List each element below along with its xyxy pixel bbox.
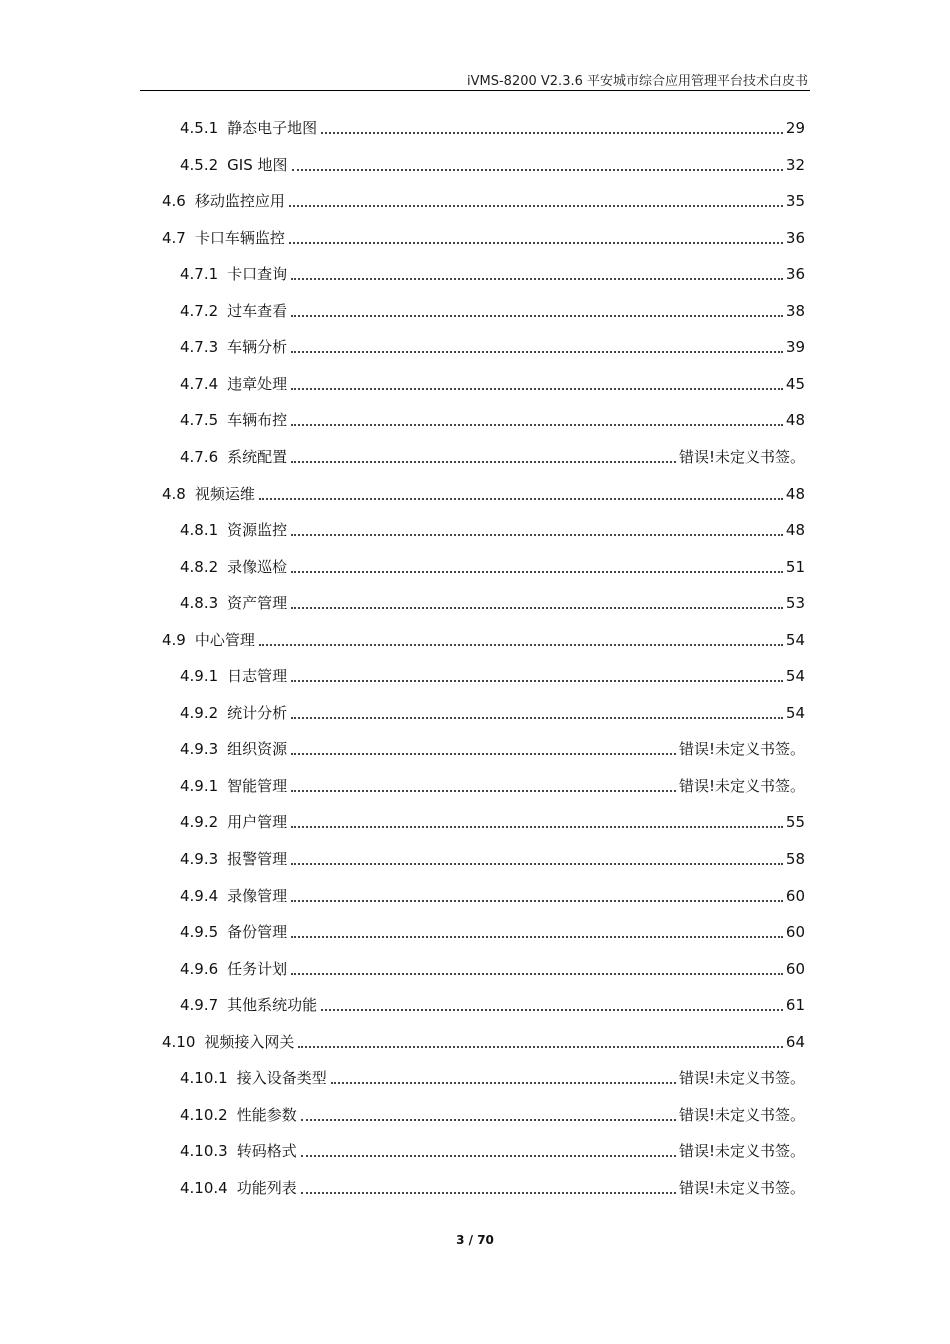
toc-entry-title: 中心管理 [194, 630, 255, 649]
toc-entry[interactable] [180, 989, 805, 1015]
toc-entry-title: 接入设备类型 [236, 1069, 327, 1088]
toc-entry[interactable] [180, 441, 805, 467]
toc-entry-title: 录像巡检 [227, 557, 288, 576]
toc-entry-page: 错误!未定义书签。 [678, 776, 805, 795]
toc-entry-number: 4.10.1 [180, 1069, 228, 1088]
toc-entry-title: 组织资源 [227, 740, 288, 759]
toc-dot-leader [301, 1191, 676, 1194]
toc-entry-page: 53 [785, 594, 805, 613]
toc-entry-title: 过车查看 [227, 301, 288, 320]
toc-entry-title: 任务计划 [227, 959, 288, 978]
toc-entry[interactable] [180, 953, 805, 979]
toc-entry-title: 报警管理 [227, 850, 288, 868]
toc-dot-leader [321, 1008, 783, 1011]
toc-entry-title: 性能参数 [236, 1105, 297, 1124]
toc-entry-label [180, 374, 287, 394]
toc-entry[interactable] [162, 624, 805, 650]
toc-entry-number: 4.10.4 [180, 1178, 228, 1197]
toc-entry-title: 系统配置 [227, 447, 288, 466]
toc-entry-label [180, 410, 287, 430]
toc-entry-page: 54 [785, 667, 805, 686]
toc-entry-title: 违章处理 [227, 374, 288, 393]
toc-dot-leader [291, 570, 783, 573]
page-number-current: 3 [456, 1233, 465, 1247]
toc-entry-title: 转码格式 [236, 1142, 297, 1161]
toc-entry[interactable] [180, 331, 805, 357]
toc-dot-leader [291, 606, 783, 609]
toc-entry-number: 4.7.5 [180, 411, 219, 430]
toc-entry-label [180, 922, 287, 942]
toc-entry-number: 4.9.6 [180, 959, 219, 978]
toc-entry[interactable] [180, 843, 805, 869]
toc-entry-label [180, 776, 287, 796]
toc-entry-label [180, 995, 317, 1015]
toc-entry[interactable] [180, 551, 805, 577]
toc-entry-label [180, 520, 287, 540]
toc-dot-leader [291, 314, 783, 317]
toc-entry-label [180, 557, 287, 577]
toc-entry-page: 61 [785, 996, 805, 1015]
toc-entry-label [180, 959, 287, 979]
toc-entry-page: 54 [785, 703, 805, 722]
toc-entry-number: 4.9.1 [180, 776, 219, 795]
toc-entry-title: 卡口车辆监控 [194, 228, 285, 247]
toc-dot-leader [301, 1154, 676, 1157]
toc-entry-label [162, 191, 285, 211]
toc-dot-leader [291, 716, 783, 719]
toc-entry-page: 错误!未定义书签。 [678, 1105, 805, 1124]
toc-dot-leader [291, 789, 676, 792]
toc-entry-label [180, 849, 287, 869]
toc-dot-leader [321, 131, 783, 134]
toc-entry-number: 4.5.1 [180, 119, 219, 137]
toc-entry-page: 错误!未定义书签。 [678, 447, 805, 466]
toc-entry-page: 错误!未定义书签。 [678, 1069, 805, 1088]
toc-entry-title: 功能列表 [236, 1178, 297, 1197]
page-number-total: 70 [477, 1233, 494, 1247]
toc-entry-title: 视频接入网关 [204, 1032, 295, 1051]
toc-entry-label [180, 1178, 297, 1198]
toc-entry-label [180, 447, 287, 467]
toc-entry-page: 45 [785, 374, 805, 393]
toc-entry[interactable] [180, 806, 805, 832]
toc-entry-label [180, 301, 287, 321]
toc-entry[interactable] [180, 1062, 805, 1088]
toc-dot-leader [291, 460, 676, 463]
toc-entry-label [180, 1141, 297, 1161]
document-header-title: iVMS-8200 V2.3.6 平安城市综合应用管理平台技术白皮书 [467, 74, 808, 89]
toc-entry-number: 4.6 [162, 192, 186, 211]
toc-entry[interactable] [180, 916, 805, 942]
toc-entry-number: 4.8.3 [180, 594, 219, 613]
toc-entry-page: 54 [785, 630, 805, 649]
toc-entry-title: 静态电子地图 [227, 119, 318, 137]
toc-entry-title: 统计分析 [227, 703, 288, 722]
toc-entry[interactable] [180, 770, 805, 796]
toc-entry-label [180, 886, 287, 906]
toc-entry-number: 4.9.3 [180, 740, 219, 759]
toc-entry-number: 4.9.2 [180, 813, 219, 832]
toc-entry-title: 移动监控应用 [194, 192, 285, 211]
toc-entry[interactable] [180, 1099, 805, 1125]
toc-entry-label [162, 1032, 294, 1052]
toc-dot-leader [301, 1118, 676, 1121]
toc-entry-title: 卡口查询 [227, 265, 288, 284]
toc-entry-title: 其他系统功能 [227, 996, 318, 1015]
toc-entry[interactable] [162, 478, 805, 504]
toc-entry[interactable] [180, 697, 805, 723]
toc-entry-title: 资源监控 [227, 521, 288, 540]
toc-dot-leader [289, 204, 783, 207]
toc-entry[interactable] [180, 368, 805, 394]
toc-entry-number: 4.9.5 [180, 923, 219, 942]
toc-entry-page: 60 [785, 959, 805, 978]
toc-entry[interactable] [180, 258, 805, 284]
toc-entry-number: 4.10.2 [180, 1105, 228, 1124]
toc-entry-page: 60 [785, 923, 805, 942]
toc-entry-page: 55 [785, 813, 805, 832]
toc-entry-label [180, 666, 287, 686]
toc-entry-label [180, 1068, 327, 1088]
toc-entry-label [162, 228, 285, 248]
toc-entry-number: 4.9 [162, 630, 186, 649]
toc-dot-leader [291, 899, 783, 902]
toc-entry-page: 36 [785, 228, 805, 247]
toc-dot-leader [291, 972, 783, 975]
toc-entry-title: 视频运维 [194, 484, 255, 503]
toc-entry[interactable] [162, 1026, 805, 1052]
toc-dot-leader [289, 241, 783, 244]
toc-entry-label [180, 118, 317, 138]
toc-entry-number: 4.8.1 [180, 521, 219, 540]
toc-entry-title: 录像管理 [227, 886, 288, 905]
toc-entry-title: 智能管理 [227, 776, 288, 795]
toc-entry-number: 4.5.2 [180, 155, 219, 174]
toc-entry-label [180, 703, 287, 723]
toc-entry-number: 4.9.7 [180, 996, 219, 1015]
toc-dot-leader [291, 679, 783, 682]
toc-entry[interactable] [180, 1135, 805, 1161]
toc-entry-page: 48 [785, 521, 805, 540]
toc-entry-title: GIS 地图 [227, 155, 288, 174]
toc-dot-leader [291, 533, 783, 536]
toc-dot-leader [259, 643, 783, 646]
toc-entry-number: 4.8 [162, 484, 186, 503]
toc-entry-number: 4.10.3 [180, 1142, 228, 1161]
toc-entry[interactable] [180, 660, 805, 686]
toc-entry-number: 4.7.6 [180, 447, 219, 466]
toc-entry-number: 4.7.1 [180, 265, 219, 284]
toc-entry-page: 错误!未定义书签。 [678, 1142, 805, 1161]
toc-entry-label [180, 264, 287, 284]
toc-entry-label [180, 1105, 297, 1125]
toc-entry-page: 39 [785, 338, 805, 357]
toc-dot-leader [291, 277, 783, 280]
page-number-separator: / [468, 1233, 474, 1247]
toc-entry-number: 4.9.2 [180, 703, 219, 722]
toc-entry-number: 4.9.3 [180, 850, 219, 868]
toc-entry-page: 29 [785, 119, 805, 137]
toc-dot-leader [292, 168, 783, 171]
toc-entry-page: 错误!未定义书签。 [678, 740, 805, 759]
toc-entry[interactable] [180, 112, 805, 138]
toc-dot-leader [298, 1045, 782, 1048]
toc-dot-leader [291, 752, 676, 755]
toc-dot-leader [331, 1081, 676, 1084]
toc-dot-leader [291, 935, 783, 938]
toc-entry[interactable] [180, 295, 805, 321]
toc-entry-label [180, 593, 287, 613]
toc-entry[interactable] [180, 514, 805, 540]
toc-entry-title: 车辆布控 [227, 411, 288, 430]
toc-entry[interactable] [180, 880, 805, 906]
toc-entry-title: 用户管理 [227, 813, 288, 832]
toc-entry-label [180, 739, 287, 759]
toc-entry-page: 58 [785, 850, 805, 868]
toc-dot-leader [291, 862, 783, 865]
toc-dot-leader [259, 497, 783, 500]
toc-entry-title: 备份管理 [227, 923, 288, 942]
toc-dot-leader [291, 350, 783, 353]
toc-entry[interactable] [180, 587, 805, 613]
toc-entry-page: 35 [785, 192, 805, 211]
toc-dot-leader [291, 423, 783, 426]
toc-entry-title: 日志管理 [227, 667, 288, 686]
toc-entry-title: 资产管理 [227, 594, 288, 613]
toc-entry-number: 4.8.2 [180, 557, 219, 576]
toc-dot-leader [291, 387, 783, 390]
toc-entry-number: 4.10 [162, 1032, 196, 1051]
page-footer [0, 1233, 950, 1247]
toc-entry-page: 错误!未定义书签。 [678, 1178, 805, 1197]
toc-entry-page: 51 [785, 557, 805, 576]
toc-entry-label [180, 337, 287, 357]
toc-entry-number: 4.7.4 [180, 374, 219, 393]
toc-entry-number: 4.7.2 [180, 301, 219, 320]
toc-entry-number: 4.7 [162, 228, 186, 247]
toc-entry-label [180, 155, 288, 175]
toc-entry-label [162, 484, 255, 504]
toc-dot-leader [291, 825, 783, 828]
toc-entry-page: 36 [785, 265, 805, 284]
toc-entry[interactable] [180, 149, 805, 175]
toc-entry-label [180, 812, 287, 832]
toc-entry-number: 4.9.4 [180, 886, 219, 905]
toc-entry[interactable] [180, 404, 805, 430]
toc-entry-page: 38 [785, 301, 805, 320]
toc-entry-page: 60 [785, 886, 805, 905]
header-rule [140, 90, 810, 91]
toc-entry-number: 4.7.3 [180, 338, 219, 357]
toc-entry-label [162, 630, 255, 650]
toc-entry[interactable] [162, 222, 805, 248]
toc-entry-page: 64 [785, 1032, 805, 1051]
toc-entry[interactable] [162, 185, 805, 211]
toc-entry-number: 4.9.1 [180, 667, 219, 686]
toc-entry-page: 32 [785, 155, 805, 174]
toc-entry-page: 48 [785, 411, 805, 430]
toc-entry-page: 48 [785, 484, 805, 503]
toc-entry[interactable] [180, 733, 805, 759]
toc-entry[interactable] [180, 1172, 805, 1198]
toc-entry-title: 车辆分析 [227, 338, 288, 357]
